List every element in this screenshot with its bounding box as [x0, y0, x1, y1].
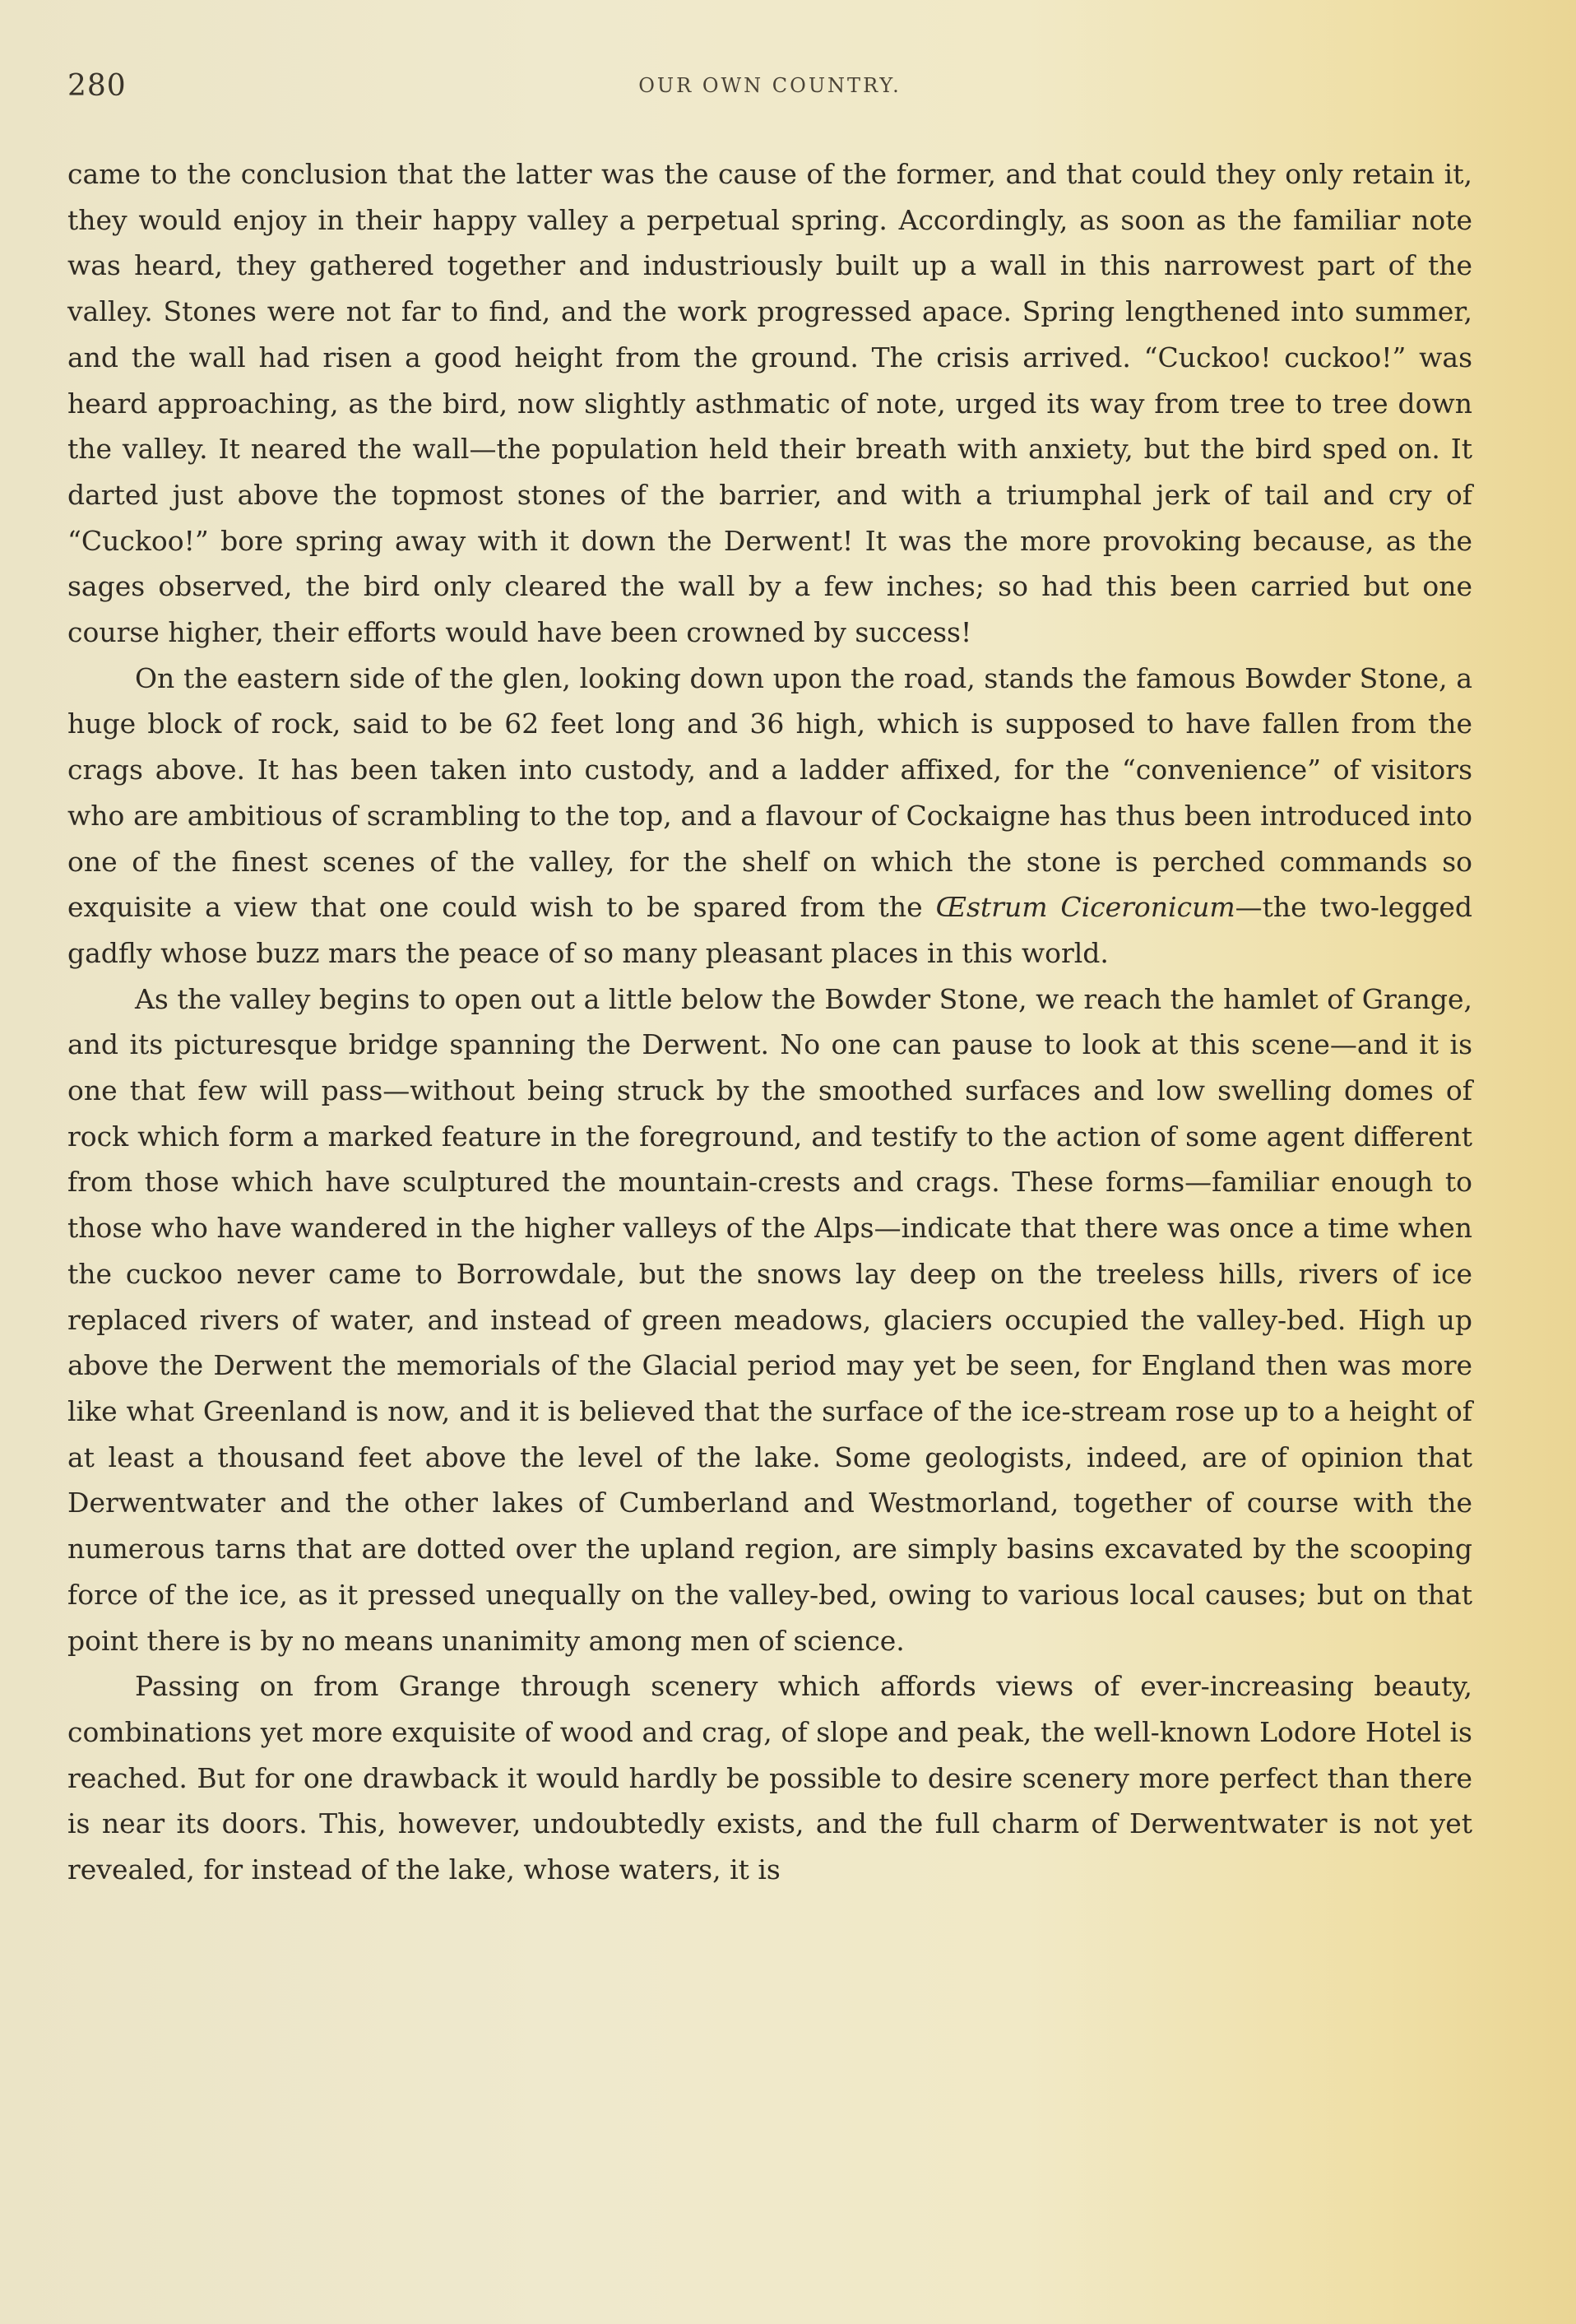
running-title: OUR OWN COUNTRY.	[638, 74, 902, 97]
paragraph-lodore-hotel: Passing on from Grange through scenery which affords views of ever-increasing beauty, combinations yet more exquisite of wood and crag, of slope and peak, the well-known Lodore Hotel is reached. But for one drawback it would hardly be possible to desire scenery more perfect than there is near its doors. This, however, undoubtedly exists, and the full charm of Derwentwater is not yet revealed, for instead of the lake, whose waters, it is	[67, 1670, 1472, 1886]
italic-latin-phrase: Œstrum Ciceronicum	[935, 891, 1235, 924]
page-number: 280	[67, 69, 127, 103]
paragraph-cuckoo-wall: came to the conclusion that the latter was the cause of the former, and that could they only retain it, they would enjoy in their happy valley a perpetual spring. Accordingly, as soon as the familiar note was heard, they gathered together and industriously built up a wall in this narrowest part of the valley. Stones were not far to find, and the work progressed apace. Spring lengthened into summer, and the wall had risen a good height from the ground. The crisis arrived. “Cuckoo! cuckoo!” was heard approaching, as the bird, now slightly asthmatic of note, urged its way from tree to tree down the valley. It neared the wall—the population held their breath with anxiety, but the bird sped on. It darted just above the topmost stones of the barrier, and with a triumphal jerk of tail and cry of “Cuckoo!” bore spring away with it down the Derwent! It was the more provoking because, as the sages observed, the bird only cleared the wall by a few inches; so had this been carried but one course higher, their efforts would have been crowned by success!	[67, 158, 1472, 649]
paragraph-bowder-stone	[67, 656, 1472, 976]
running-head	[67, 69, 1472, 118]
paragraph-text: —the two-legged gadfly whose buzz mars the peace of so many pleasant places in this world.	[67, 891, 1473, 969]
paragraph-text: On the eastern side of the glen, looking down upon the road, stands the famous Bowder Stone, a huge block of rock, said to be 62 feet long and 36 high, which is supposed to have fallen from the crags above. It has been taken into custody, and a ladder affixed, for the “convenience” of visitors who are ambitious of scrambling to the top, and a flavour of Cockaigne has thus been introduced into one of the finest scenes of the valley, for the shelf on which the stone is perched commands so exquisite a view that one could wish to be spared from the	[67, 661, 1472, 924]
paragraph-grange-glacial: As the valley begins to open out a little below the Bowder Stone, we reach the hamlet of Grange, and its picturesque bridge spanning the Derwent. No one can pause to look at this scene—and it is one that few will pass—without being struck by the smoothed surfaces and low swelling domes of rock which form a marked feature in the foreground, and testify to the action of some agent different from those which have sculptured the mountain-crests and crags. These forms—familiar enough to those who have wandered in the higher valleys of the Alps—indicate that there was once a time when the cuckoo never came to Borrowdale, but the snows lay deep on the treeless hills, rivers of ice replaced rivers of water, and instead of green meadows, glaciers occupied the valley-bed. High up above the Derwent the memorials of the Glacial period may yet be seen, for England then was more like what Greenland is now, and it is believed that the surface of the ice-stream rose up to a height of at least a thousand feet above the level of the lake. Some geologists, indeed, are of opinion that Derwentwater and the other lakes of Cumberland and Westmorland, together of course with the numerous tarns that are dotted over the upland region, are simply basins excavated by the scooping force of the ice, as it pressed unequally on the valley-bed, owing to various local causes; but on that point there is by no means unanimity among men of science.	[67, 982, 1472, 1657]
body-text	[67, 151, 1472, 1893]
